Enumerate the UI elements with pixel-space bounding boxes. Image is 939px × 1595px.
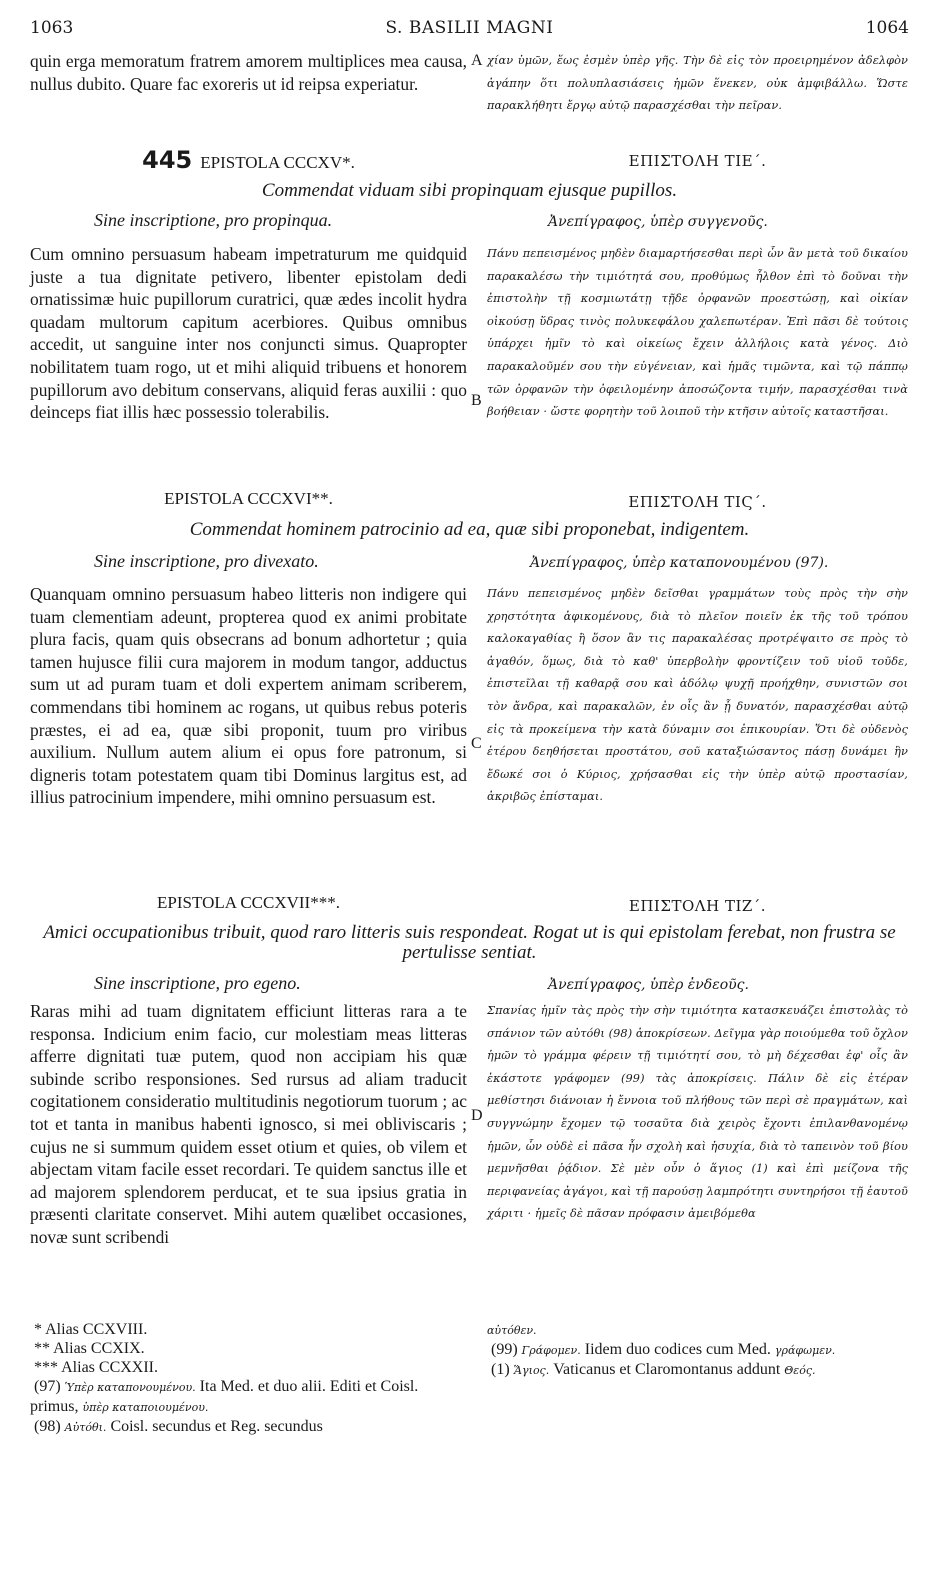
footnote-greek: γράφωμεν. <box>774 1344 836 1357</box>
letter-315-latin-text: Cum omnino persuasum habeam impetraturum me quidquid juste a tua dignitate petivero, libenter epistolam dedi ornatissimæ huic pupillorum curatrici, quæ ædes incolit hydra quadam multorum capitum acerbiores. Quibus omnibus accedit, ut sanguine inter nos conjuncti simus. Quapropter nobilitatem tuam rogo, ut et mihi aliquid tribuens et honorem pupillorum avo debitum conservans, aliquid feras auxilii : quo deinceps fiat illis hæc possessio tolerabilis. <box>30 244 467 423</box>
letter-315-latin-title <box>30 146 467 174</box>
letter-315-latin-inscription: Sine inscriptione, pro propinqua. <box>94 210 333 230</box>
page-number-right: 1064 <box>865 18 909 38</box>
footnote-text: Alias CCXIX. <box>53 1340 145 1357</box>
footnote-mark: (99) <box>491 1341 518 1358</box>
letter-317-greek-title: ΕΠΙΣΤΟΛΗ ΤΙΖ΄. <box>628 897 767 915</box>
footnote-greek: αὐτόθεν. <box>487 1324 537 1337</box>
letter-316-greek-title: ΕΠΙΣΤΟΛΗ ΤΙϚ΄. <box>628 493 767 511</box>
margin-letter-b: B <box>471 392 482 409</box>
letter-316-latin-inscription: Sine inscriptione, pro divexato. <box>94 551 319 571</box>
footnote-mark: (97) <box>34 1378 61 1395</box>
intro-greek-text: χίαν ὑμῶν, ἕως ἐσμὲν ὑπὲρ γῆς. Τὴν δὲ εἰς τὸν προειρημένον ἀδελφὸν ἀγάπην ὅτι πολυπλασιάσεις ἡμῶν ἕνεκεν, οὐκ ἀμφιβάλλω. Ὥστε παρακλήθητι ἔργῳ αὐτῷ παρασχέσθαι τὴν πεῖραν. <box>487 54 908 113</box>
footnote <box>487 1360 908 1380</box>
footnote <box>30 1339 467 1358</box>
letter-316-latin-title: EPISTOLA CCCXVI**. <box>164 489 333 508</box>
footnote-greek: Ὑπὲρ καταπονουμένου. <box>64 1381 196 1394</box>
footnote-mark: (1) <box>491 1361 510 1378</box>
footnote <box>30 1358 467 1377</box>
footnote-greek: Γράφομεν. <box>521 1344 581 1357</box>
running-head <box>30 18 909 44</box>
footnote-text: Alias CCXVIII. <box>45 1321 148 1338</box>
letter-315-greek-inscription: Ἀνεπίγραφος, ὑπὲρ συγγενοῦς. <box>548 214 768 230</box>
footnote <box>30 1377 467 1417</box>
letter-316-argument: Commendat hominem patrocinio ad ea, quæ sibi proponebat, indigentem. <box>189 519 750 540</box>
letter-317-greek-text: Σπανίας ἡμῖν τὰς πρὸς τὴν σὴν τιμιότητα κατασκευάζει ἐπιστολὰς τὸ σπάνιον τῶν αὐτόθι (98) ἀποκρίσεων. Δεῖγμα γὰρ ποιούμεθα τοῦ ὄχλον ἡμῶν τὸ γράμμα φέρειν τῇ τιμιότητί σου, τὸ μὴ δέχεσθαι ἐφ' οἷς ἂν ἑκάστοτε γράφομεν (99) τὰς ἀποκρίσεις. Πάλιν δὲ εἰς ἑτέραν μεθίστησι διάνοιαν ἡ ἔννοια τοῦ πλήθους τῶν περὶ σὲ πραγμάτων, καὶ συγγνώμην ἔχομεν τῷ τοσαῦτα διὰ χειρὸς ἔχοντι ἐπιλανθανομένῳ ἡμῶν, ὧν οὐδὲ εἰ πᾶσα ἦν σχολὴ καὶ ἡσυχία, διὰ τὸ ταπεινὸν τοῦ βίου μεμνῆσθαι ῥᾴδιον. Σὲ μὲν οὖν ὁ ἅγιος (1) καὶ ἐπὶ μείζονα τῆς περιφανείας ἀγάγοι, καὶ τῇ παρούσῃ λαμπρότητι συντηρήσοι τῇ ἑαυτοῦ χάριτι · ἡμεῖς δὲ πᾶσαν πρόφασιν ἀμειβόμεθα <box>487 1004 908 1221</box>
column-marker-445: 445 <box>142 146 193 174</box>
letter-315-greek-text: Πάνυ πεπεισμένος μηδὲν διαμαρτήσεσθαι περὶ ὧν ἂν μετὰ τοῦ δικαίου παρακαλέσω τὴν τιμιότητά σου, προθύμως ἦλθον ἐπὶ τὸ δοῦναι τὴν ἐπιστολὴν τῇ κοσμιωτάτῃ τῇδε ὀρφανῶν προεστώσῃ, καὶ οἰκίαν οἰκούσῃ ὕδρας τινὸς πολυκεφάλου χαλεπωτέραν. Ἐπὶ πᾶσι δὲ τούτοις ὑπάρχει ἡμῖν τὸ καὶ οἰκείως ἔχειν ἀλλήλοις κατὰ γένος. Διὸ παρακαλοῦμέν σου τὴν εὐγένειαν, καὶ ἡμᾶς τιμῶντα, καὶ τῷ πάππῳ τῶν ὀρφανῶν τὴν ὀφειλομένην ἀποσώζοντα τιμήν, παρασχέσθαι τινὰ βοήθειαν · ὥστε φορητὴν τοῦ λοιποῦ τὴν κτῆσιν αὐτοῖς καταστῆσαι. <box>487 247 908 419</box>
letter-317-latin-inscription: Sine inscriptione, pro egeno. <box>94 973 301 993</box>
footnotes-left <box>30 1320 467 1437</box>
footnote-text: Coisl. secundus et Reg. secundus <box>110 1418 323 1435</box>
footnote-mark: * <box>34 1321 42 1338</box>
running-title: S. BASILII MAGNI <box>385 18 554 38</box>
letter-315-argument: Commendat viduam sibi propinquam ejusque pupillos. <box>261 180 678 201</box>
footnote <box>487 1340 908 1360</box>
footnote <box>30 1417 467 1437</box>
intro-latin-text: quin erga memoratum fratrem amorem multiplices mea causa, nullus dubito. Quare fac exoreris ut id reipsa experiatur. <box>30 51 467 94</box>
footnote-text: Iidem duo codices cum Med. <box>584 1341 771 1358</box>
margin-letter-d: D <box>471 1107 483 1124</box>
margin-letter-a: A <box>471 52 483 69</box>
letter-317-greek-inscription: Ἀνεπίγραφος, ὑπὲρ ἐνδεοῦς. <box>548 977 749 993</box>
letter-315-greek-title: ΕΠΙΣΤΟΛΗ ΤΙΕ΄. <box>628 152 767 170</box>
letter-317-latin-title: EPISTOLA CCCXVII***. <box>157 893 340 912</box>
letter-317-latin-text: Raras mihi ad tuam dignitatem efficiunt litteras rara a te responsa. Indicium enim facio, cur molestiam meas litteras afferre dignitati tuæ putem, quod non accipiam his quæ subinde scribo responsiones. Sed rursus ad aliam traducit cogitationem consideratio multitudinis negotiorum tuorum ; ac tot et tanta in manibus habenti ignosco, si mei obliviscaris ; cujus ne si summum quidem esset otium et quies, ob vilem et abjectam vitam facile esset recordari. Te quidem sanctus ille et ad majorem splendorem perducat, et te sua ipsius gratia in præsenti claritate conservet. Mihi autem quælibet occasiones, novæ sunt scribendi <box>30 1001 467 1247</box>
footnote-mark: ** <box>34 1340 50 1357</box>
footnote-mark: (98) <box>34 1418 61 1435</box>
page-number-left: 1063 <box>30 18 74 38</box>
footnote <box>30 1320 467 1339</box>
letter-317-argument: Amici occupationibus tribuit, quod raro litteris suis respondeat. Rogat ut is qui epistolam ferebat, non frustra se pertulisse sentiat. <box>43 922 896 963</box>
footnote-greek: Θεός. <box>784 1364 816 1377</box>
footnote-text: Alias CCXXII. <box>61 1359 159 1376</box>
footnote-greek: Αὐτόθι. <box>64 1421 107 1434</box>
footnote-greek: ὑπὲρ καταποιουμένου. <box>82 1401 209 1414</box>
letter-316-greek-text: Πάνυ πεπεισμένος μηδὲν δεῖσθαι γραμμάτων τοὺς πρὸς τὴν σὴν χρηστότητα ἀφικομένους, διὰ τὸ πλεῖον ποιεῖν ἐκ τῆς τοῦ τρόπου καλοκαγαθίας ἢ ὅσον ἂν τις παρακαλέσας προτρέψαιτο σε πρὸς τὸ ἀγαθόν, ὅμως, διὰ τὸ καθ' ὑπερβολὴν φροντίζειν τοῦ υἱοῦ τοῦδε, ἐπιστεῖλαι τῇ καθαρᾷ σου καὶ ἀδόλῳ ψυχῇ προήχθην, συνιστῶν σοι τὸν ἄνδρα, καὶ παρακαλῶν, ἐν οἷς ἂν ᾖ δυνατόν, παρασχέσθαι αὐτῷ εἰς τὰ προκείμενα τὴν κατὰ δύναμιν σοι ἐπικουρίαν. Ὅτι δὲ οὐδενὸς ἑτέρου δεηθήσεται προστάτου, σοῦ καταξιώσαντος πάσῃ δυνάμει ἣν ἔδωκέ σοι ὁ Κύριος, χρήσασθαι εἰς τὴν ὑπὲρ αὐτῷ προστασίαν, ἀκριβῶς ἐπίσταμαι. <box>487 587 908 804</box>
footnote-text: Ita Med. et duo alii. Editi et Coisl. primus, <box>30 1378 419 1415</box>
letter-316-latin-text: Quanquam omnino persuasum habeo litteris non indigere qui tuam clementiam adeunt, propterea quod ex animi probitate plura facis, quam quis obsecrans ad bonum adhortetur ; quia tamen hujusce filii cura majorem in modum tangor, adductus sum ut ad puram tuam et doli expertem animam scriberem, commendans tibi hominem ac rogans, ut quibus rebus poteris præstes, ei ad ea, quæ sibi proponit, tuum pro viribus auxilium. Nullum autem alium ei opus fore patronum, si digneris totam potestatem quam tibi Dominus largitus est, ad illius patrocinium impendere, mihi omnino persuasum est. <box>30 584 467 808</box>
margin-letter-c: C <box>471 735 482 752</box>
latin-title-text: EPISTOLA CCCXV*. <box>200 153 355 172</box>
footnote <box>487 1320 908 1340</box>
footnote-mark: *** <box>34 1359 58 1376</box>
footnote-text: Vaticanus et Claromontanus addunt <box>553 1361 781 1378</box>
footnote-greek: Ἅγιος. <box>513 1364 550 1377</box>
footnotes-right <box>487 1320 908 1380</box>
letter-316-greek-inscription: Ἀνεπίγραφος, ὑπὲρ καταπονουμένου (97). <box>530 555 829 571</box>
